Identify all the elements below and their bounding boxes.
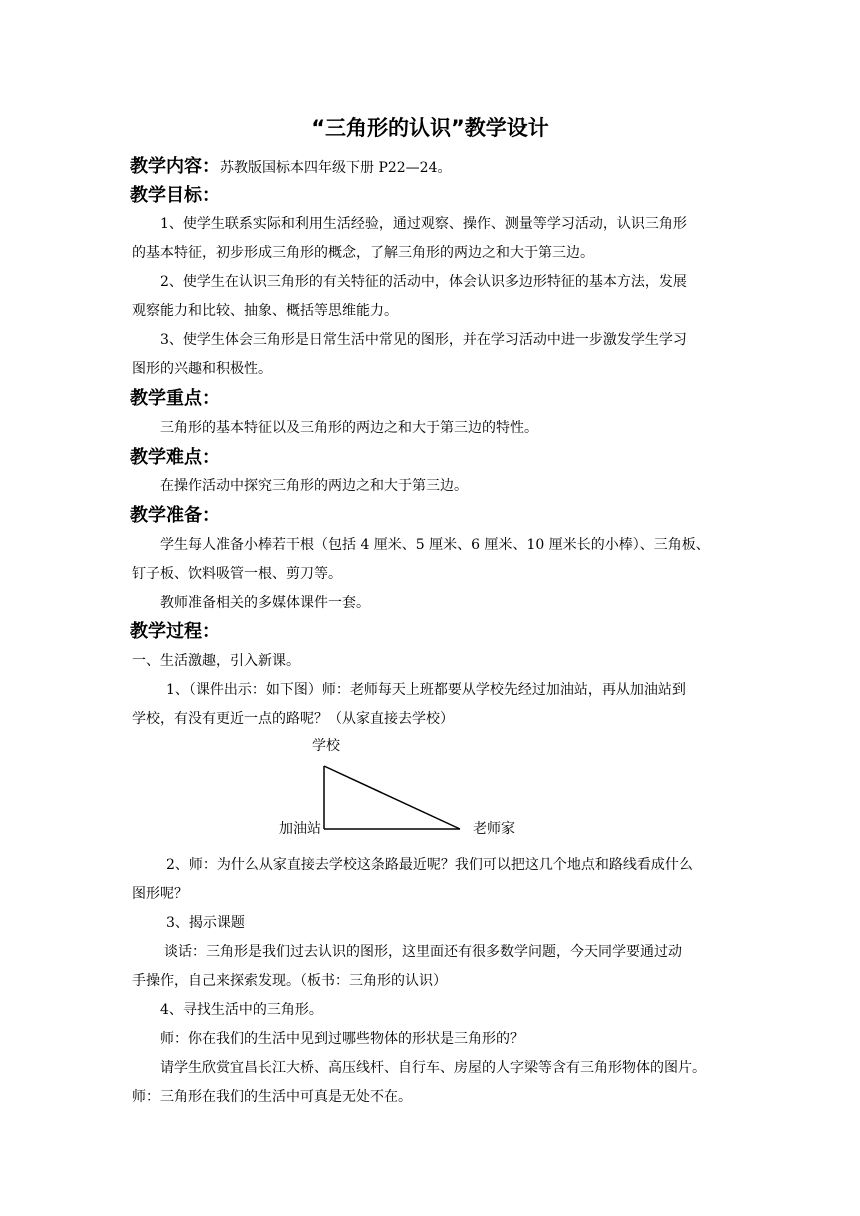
preparation-student-line1: 学生每人准备小棒若干根（包括 4 厘米、5 厘米、6 厘米、10 厘米长的小棒）、三角板、 [160, 537, 710, 553]
process-appreciate: 请学生欣赏宜昌长江大桥、高压线杆、自行车、房屋的人字梁等含有三角形物体的图片。 [160, 1060, 706, 1076]
process-talk-line1: 谈话：三角形是我们过去认识的图形，这里面还有很多数学问题，今天同学要通过动 [164, 944, 682, 960]
content-section [130, 154, 452, 181]
process-section1: 一、生活激趣，引入新课。 [132, 653, 300, 669]
diagram-label-teacher-home: 老师家 [473, 821, 515, 837]
process-step4: 4、寻找生活中的三角形。 [160, 1002, 323, 1018]
difficulties-text: 在操作活动中探究三角形的两边之和大于第三边。 [160, 478, 468, 494]
preparation-heading: 教学准备： [130, 505, 220, 526]
process-step1-line1: 1、（课件出示：如下图）师：老师每天上班都要从学校先经过加油站，再从加油站到 [166, 682, 686, 698]
route-triangle-diagram [320, 762, 465, 832]
goal-1-line2: 的基本特征，初步形成三角形的概念，了解三角形的两边之和大于第三边。 [132, 245, 594, 261]
triangle-hypotenuse [324, 766, 460, 829]
key-points-text: 三角形的基本特征以及三角形的两边之和大于第三边的特性。 [160, 420, 538, 436]
process-step2-line1: 2、师：为什么从家直接去学校这条路最近呢？我们可以把这几个地点和路线看成什么 [166, 857, 693, 873]
content-label: 教学内容： [130, 156, 220, 177]
goal-3-line2: 图形的兴趣和积极性。 [132, 361, 272, 377]
difficulties-heading: 教学难点： [130, 447, 220, 468]
goal-2-line2: 观察能力和比较、抽象、概括等思维能力。 [132, 303, 398, 319]
diagram-label-school: 学校 [312, 738, 340, 754]
document-title: “三角形的认识”教学设计 [311, 116, 549, 140]
process-step3: 3、揭示课题 [166, 915, 245, 931]
content-text: 苏教版国标本四年级下册 P22—24。 [220, 160, 452, 176]
preparation-student-line2: 钉子板、饮料吸管一根、剪刀等。 [132, 566, 342, 582]
process-step1-line2: 学校，有没有更近一点的路呢？（从家直接去学校） [132, 711, 454, 727]
goal-2-line1: 2、使学生在认识三角形的有关特征的活动中，体会认识多边形特征的基本方法，发展 [160, 274, 687, 290]
process-heading: 教学过程： [130, 621, 220, 642]
diagram-label-gas-station: 加油站 [279, 821, 321, 837]
preparation-teacher: 教师准备相关的多媒体课件一套。 [160, 595, 370, 611]
key-points-heading: 教学重点： [130, 388, 220, 409]
goals-heading: 教学目标： [130, 185, 220, 206]
process-step2-line2: 图形呢？ [132, 886, 188, 902]
process-teacher-question: 师：你在我们的生活中见到过哪些物体的形状是三角形的？ [160, 1031, 524, 1047]
goal-3-line1: 3、使学生体会三角形是日常生活中常见的图形，并在学习活动中进一步激发学生学习 [160, 332, 687, 348]
process-talk-line2: 手操作，自己来探索发现。（板书：三角形的认识） [132, 973, 447, 989]
goal-1-line1: 1、使学生联系实际和利用生活经验，通过观察、操作、测量等学习活动，认识三角形 [160, 216, 687, 232]
process-teacher-end: 师：三角形在我们的生活中可真是无处不在。 [132, 1089, 412, 1105]
